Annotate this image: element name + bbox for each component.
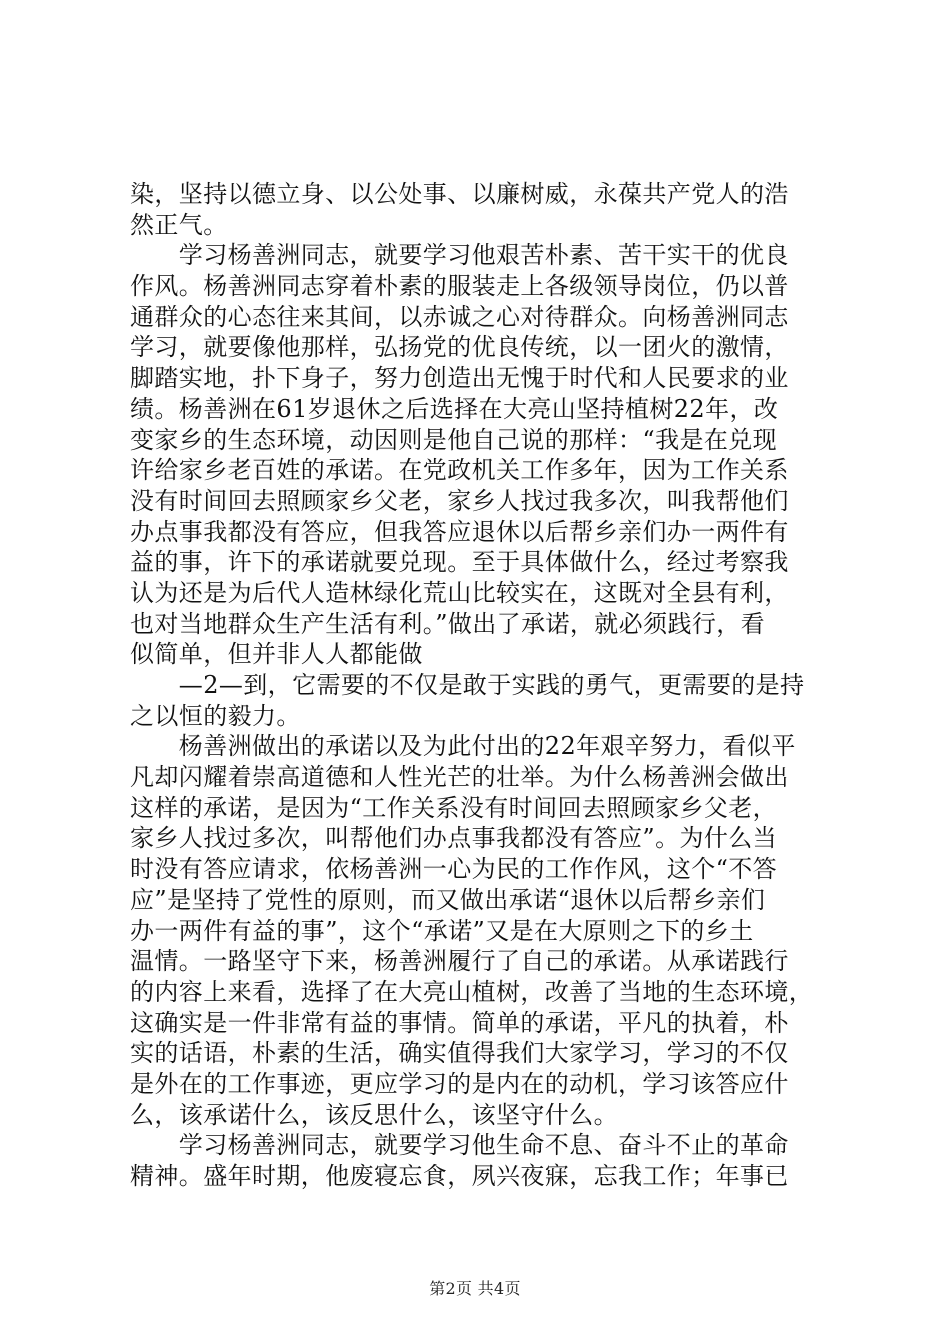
text-line: 然正气。	[130, 210, 228, 239]
text-line: 染，坚持以德立身、以公处事、以廉树威，永葆共产党人的浩	[130, 180, 789, 208]
text-line: 脚踏实地，扑下身子，努力创造出无愧于时代和人民要求的业	[130, 364, 789, 393]
text-line: 温情。一路坚守下来，杨善洲履行了自己的承诺。从承诺践行	[130, 947, 789, 976]
text-line: 时没有答应请求，依杨善洲一心为民的工作作风，这个“不答	[130, 855, 778, 884]
text-line: 这样的承诺，是因为“工作关系没有时间回去照顾家乡父老，	[130, 793, 778, 822]
text-line: 作风。杨善洲同志穿着朴素的服装走上各级领导岗位，仍以普	[130, 272, 789, 301]
text-line: 也对当地群众生产生活有利。”做出了承诺，就必须践行，看	[130, 609, 766, 638]
text-line: 的内容上来看，选择了在大亮山植树，改善了当地的生态环境，	[130, 977, 814, 1006]
text-line: 没有时间回去照顾家乡父老，家乡人找过我多次，叫我帮他们	[130, 486, 789, 515]
text-line: —2—到，它需要的不仅是敢于实践的勇气，更需要的是持	[130, 671, 805, 699]
text-line: 绩。杨善洲在61岁退休之后选择在大亮山坚持植树22年，改	[130, 394, 779, 423]
page-number-footer: 第2页 共4页	[429, 1279, 521, 1298]
text-line: 变家乡的生态环境，动因则是他自己说的那样：“我是在兑现	[130, 425, 778, 454]
text-line: 许给家乡老百姓的承诺。在党政机关工作多年，因为工作关系	[130, 456, 789, 485]
text-line: 凡却闪耀着崇高道德和人性光芒的壮举。为什么杨善洲会做出	[130, 763, 789, 792]
text-line: 这确实是一件非常有益的事情。简单的承诺，平凡的执着，朴	[130, 1008, 789, 1037]
text-line: 认为还是为后代人造林绿化荒山比较实在，这既对全县有利，	[130, 578, 789, 607]
text-line: 杨善洲做出的承诺以及为此付出的22年艰辛努力，看似平	[130, 732, 796, 761]
body-text	[130, 179, 830, 1192]
text-line: 精神。盛年时期，他废寝忘食，夙兴夜寐，忘我工作；年事已	[130, 1162, 789, 1190]
text-line: 益的事，许下的承诺就要兑现。至于具体做什么，经过考察我	[130, 548, 789, 577]
text-line: 办点事我都没有答应，但我答应退休以后帮乡亲们办一两件有	[130, 517, 789, 546]
text-line: 似简单，但并非人人都能做	[130, 640, 423, 669]
text-line: 家乡人找过多次，叫帮他们办点事我都没有答应”。为什么当	[130, 824, 778, 853]
text-line: 通群众的心态往来其间，以赤诚之心对待群众。向杨善洲同志	[130, 302, 789, 331]
text-line: 之以恒的毅力。	[130, 701, 301, 730]
text-line: 是外在的工作事迹，更应学习的是内在的动机，学习该答应什	[130, 1069, 789, 1098]
text-line: 办一两件有益的事”，这个“承诺”又是在大原则之下的乡土	[130, 916, 754, 945]
text-line: 学习杨善洲同志，就要学习他生命不息、奋斗不止的革命	[130, 1131, 789, 1160]
text-line: 学习，就要像他那样，弘扬党的优良传统，以一团火的激情，	[130, 333, 789, 362]
text-line: 应”是坚持了党性的原则，而又做出承诺“退休以后帮乡亲们	[130, 885, 766, 914]
text-line: 么，该承诺什么，该反思什么，该坚守什么。	[130, 1100, 618, 1129]
text-line: 实的话语，朴素的生活，确实值得我们大家学习，学习的不仅	[130, 1039, 789, 1068]
text-line: 学习杨善洲同志，就要学习他艰苦朴素、苦干实干的优良	[130, 241, 789, 270]
